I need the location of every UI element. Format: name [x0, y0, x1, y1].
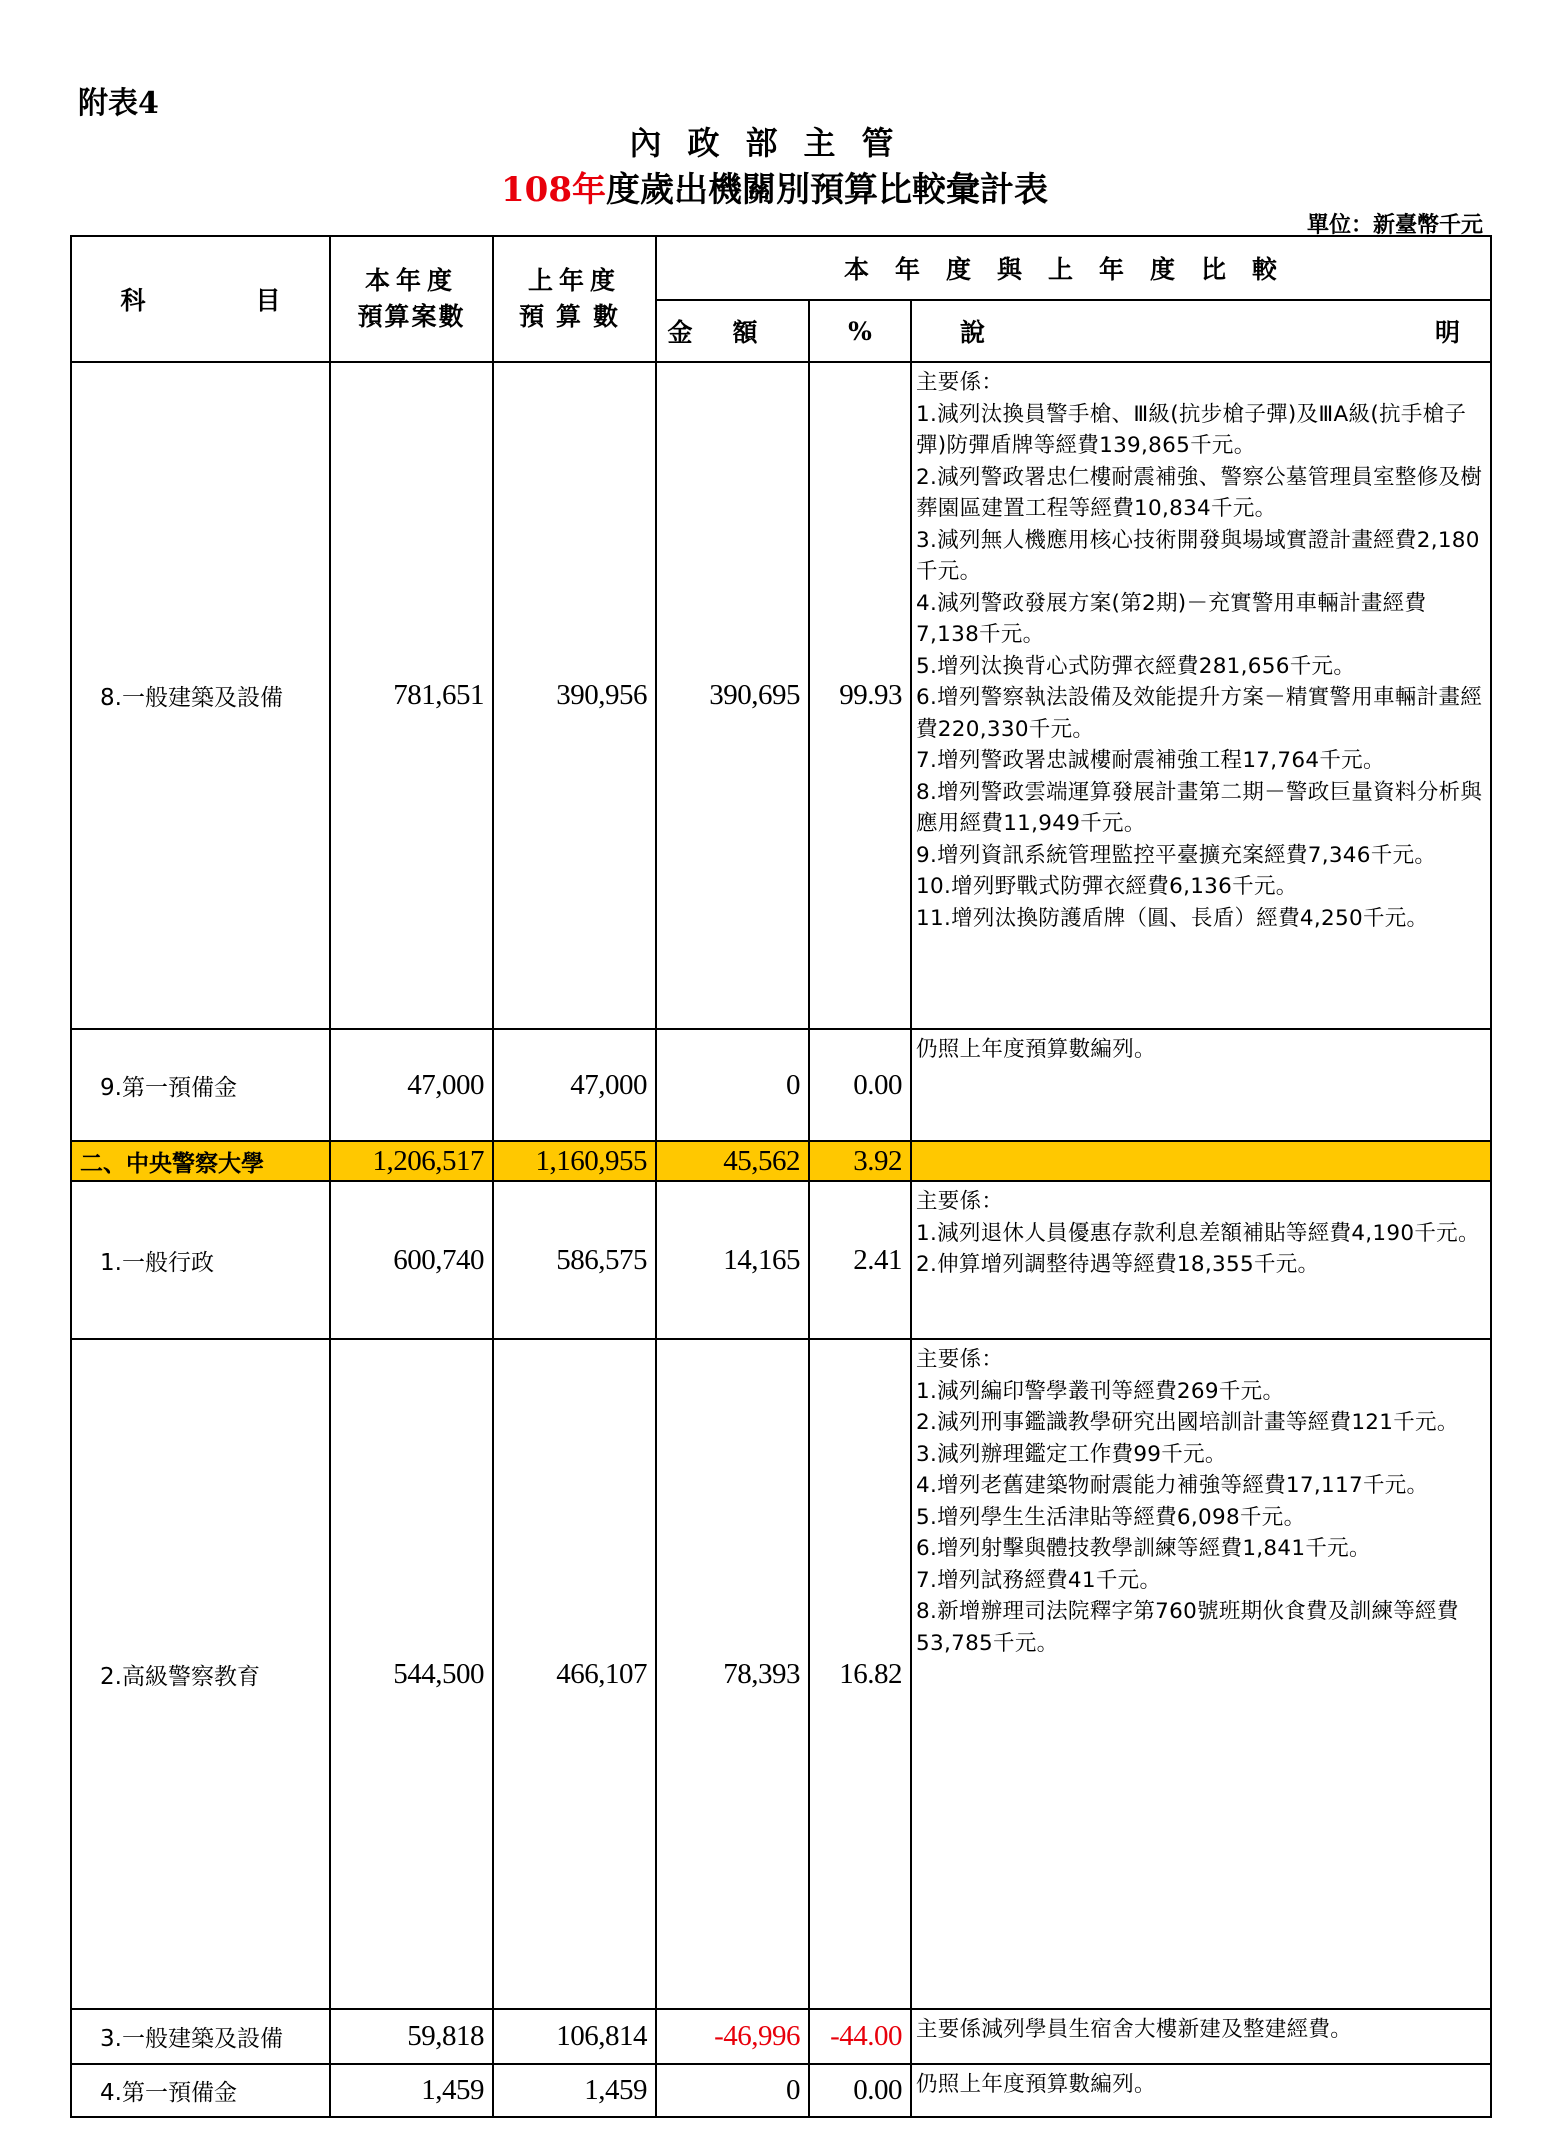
row-subject: 1.一般行政 — [71, 1181, 330, 1339]
note-line: 3.減列無人機應用核心技術開發與場域實證計畫經費2,180千元。 — [916, 527, 1480, 584]
annex-label: 附表4 — [78, 86, 159, 121]
row-note — [911, 1339, 1491, 2009]
header-subject — [71, 236, 330, 362]
title-year: 108年 — [501, 170, 606, 210]
row-subject: 2.高級警察教育 — [71, 1339, 330, 2009]
header-current — [330, 236, 493, 362]
row-previous: 1,160,955 — [493, 1141, 656, 1181]
row-subject: 9.第一預備金 — [71, 1029, 330, 1141]
note-line: 8.增列警政雲端運算發展計畫第二期－警政巨量資料分析與應用經費11,949千元。 — [916, 779, 1483, 836]
title-rest: 度歲出機關別預算比較彙計表 — [605, 170, 1048, 210]
note-line: 11.增列汰換防護盾牌（圓、長盾）經費4,250千元。 — [916, 905, 1429, 931]
row-diff: 45,562 — [656, 1141, 809, 1181]
row-previous: 106,814 — [493, 2009, 656, 2064]
row-diff: -46,996 — [656, 2009, 809, 2064]
row-diff: 390,695 — [656, 362, 809, 1029]
row-note — [911, 2064, 1491, 2117]
header-previous — [493, 236, 656, 362]
table-row — [71, 2009, 1491, 2064]
header-note-b: 明 — [1434, 318, 1460, 347]
row-previous: 390,956 — [493, 362, 656, 1029]
row-current: 544,500 — [330, 1339, 493, 2009]
note-line: 2.伸算增列調整待遇等經費18,355千元。 — [916, 1252, 1320, 1277]
note-line: 6.增列射擊與體技教學訓練等經費1,841千元。 — [916, 1536, 1371, 1561]
row-pct: 99.93 — [809, 362, 911, 1029]
header-note-a: 說 — [960, 318, 986, 347]
header-amount: 金額 — [656, 300, 809, 362]
note-line: 主要係： — [916, 1189, 1004, 1214]
row-current: 1,459 — [330, 2064, 493, 2117]
note-line: 8.新增辦理司法院釋字第760號班期伙食費及訓練等經費53,785千元。 — [916, 1599, 1459, 1656]
header-subject-a: 科 — [120, 286, 146, 315]
unit-label: 單位：新臺幣千元 — [1306, 212, 1483, 238]
row-pct: 3.92 — [809, 1141, 911, 1181]
note-line: 4.增列老舊建築物耐震能力補強等經費17,117千元。 — [916, 1473, 1429, 1498]
row-current: 59,818 — [330, 2009, 493, 2064]
row-pct: -44.00 — [809, 2009, 911, 2064]
note-line: 9.增列資訊系統管理監控平臺擴充案經費7,346千元。 — [916, 842, 1437, 868]
row-note — [911, 1029, 1491, 1141]
note-line: 7.增列警政署忠誠樓耐震補強工程17,764千元。 — [916, 748, 1385, 773]
page-title-agency: 內政部主管 — [629, 124, 920, 162]
note-line: 1.減列汰換員警手槍、Ⅲ級(抗步槍子彈)及ⅢA級(抗手槍子彈)防彈盾牌等經費139,865千元。 — [916, 401, 1467, 458]
budget-table — [70, 235, 1492, 2118]
table-row — [71, 2064, 1491, 2117]
note-line: 仍照上年度預算數編列。 — [916, 1037, 1156, 1062]
note-line: 1.減列編印警學叢刊等經費269千元。 — [916, 1378, 1285, 1404]
note-line: 2.減列警政署忠仁樓耐震補強、警察公墓管理員室整修及樹葬園區建置工程等經費10,834千元。 — [916, 464, 1483, 521]
note-line: 4.減列警政發展方案(第2期)－充實警用車輛計畫經費7,138千元。 — [916, 590, 1427, 647]
row-subject: 8.一般建築及設備 — [71, 362, 330, 1029]
row-diff: 0 — [656, 1029, 809, 1141]
note-line: 6.增列警察執法設備及效能提升方案－精實警用車輛計畫經費220,330千元。 — [916, 685, 1483, 742]
row-pct: 0.00 — [809, 2064, 911, 2117]
header-previous-line2: 預算數 — [518, 302, 630, 331]
row-diff: 78,393 — [656, 1339, 809, 2009]
row-current: 600,740 — [330, 1181, 493, 1339]
row-subject: 二、中央警察大學 — [71, 1141, 330, 1181]
row-previous: 586,575 — [493, 1181, 656, 1339]
row-pct: 2.41 — [809, 1181, 911, 1339]
row-subject: 4.第一預備金 — [71, 2064, 330, 2117]
header-previous-line1: 上年度 — [527, 266, 621, 295]
row-current: 47,000 — [330, 1029, 493, 1141]
table-row — [71, 1029, 1491, 1141]
row-previous: 1,459 — [493, 2064, 656, 2117]
row-diff: 14,165 — [656, 1181, 809, 1339]
header-current-line2: 預算案數 — [357, 302, 466, 331]
row-pct: 0.00 — [809, 1029, 911, 1141]
note-line: 2.減列刑事鑑識教學研究出國培訓計畫等經費121千元。 — [916, 1410, 1459, 1435]
row-current: 1,206,517 — [330, 1141, 493, 1181]
header-current-line1: 本年度 — [364, 266, 458, 295]
note-line: 仍照上年度預算數編列。 — [916, 2072, 1156, 2097]
page-title-report — [0, 162, 1549, 211]
note-line: 1.減列退休人員優惠存款利息差額補貼等經費4,190千元。 — [916, 1220, 1480, 1246]
note-line: 5.增列學生生活津貼等經費6,098千元。 — [916, 1504, 1306, 1530]
table-row — [71, 1181, 1491, 1339]
row-note — [911, 2009, 1491, 2064]
header-percent: % — [809, 300, 911, 362]
note-line: 主要係： — [916, 370, 1004, 395]
table-row-highlight — [71, 1141, 1491, 1181]
note-line: 主要係減列學員生宿舍大樓新建及整建經費。 — [916, 2017, 1353, 2042]
note-line: 3.減列辦理鑑定工作費99千元。 — [916, 1441, 1227, 1467]
row-note — [911, 1141, 1491, 1181]
row-pct: 16.82 — [809, 1339, 911, 2009]
row-note — [911, 362, 1491, 1029]
note-line: 7.增列試務經費41千元。 — [916, 1567, 1162, 1593]
header-subject-b: 目 — [255, 286, 281, 315]
row-previous: 466,107 — [493, 1339, 656, 2009]
row-current: 781,651 — [330, 362, 493, 1029]
row-previous: 47,000 — [493, 1029, 656, 1141]
note-line: 5.增列汰換背心式防彈衣經費281,656千元。 — [916, 653, 1356, 679]
row-note — [911, 1181, 1491, 1339]
table-row — [71, 1339, 1491, 2009]
note-line: 10.增列野戰式防彈衣經費6,136千元。 — [916, 874, 1298, 899]
note-line: 主要係： — [916, 1347, 1004, 1372]
row-subject: 3.一般建築及設備 — [71, 2009, 330, 2064]
table-row — [71, 362, 1491, 1029]
row-diff: 0 — [656, 2064, 809, 2117]
header-note — [911, 300, 1491, 362]
header-comparison: 本年度與上年度比較 — [656, 236, 1491, 300]
